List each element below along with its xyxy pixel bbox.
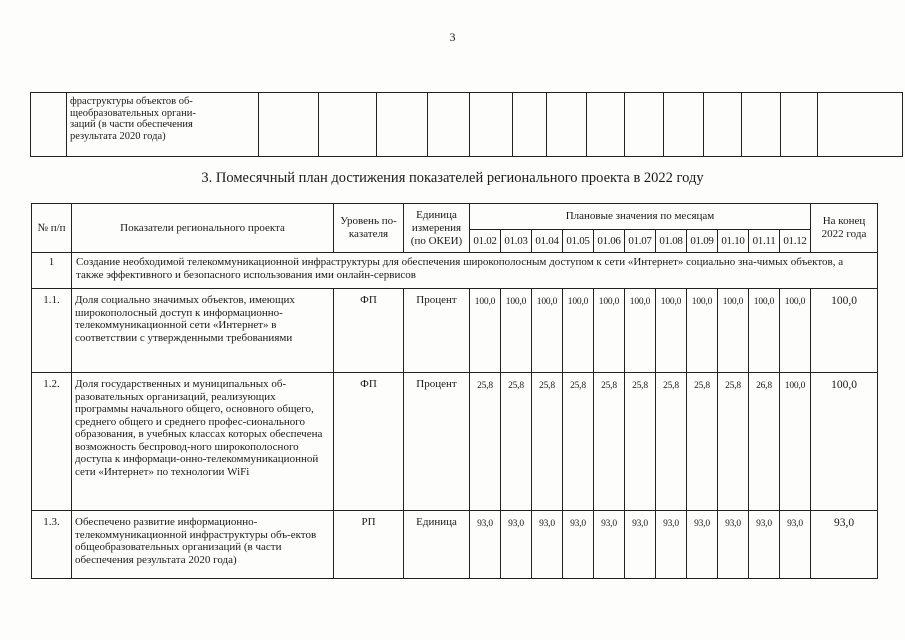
indicator-level: ФП <box>334 289 404 373</box>
row-num: 1.1. <box>32 289 72 373</box>
month-value: 100,0 <box>594 289 625 373</box>
indicator-unit: Процент <box>404 373 470 511</box>
row-num: 1.2. <box>32 373 72 511</box>
month-value: 93,0 <box>749 511 780 579</box>
header-indicator: Показатели регионального проекта <box>72 204 334 253</box>
page-number: 3 <box>449 30 456 44</box>
month-value: 25,8 <box>718 373 749 511</box>
month-value: 93,0 <box>656 511 687 579</box>
header-num: № п/п <box>32 204 72 253</box>
year-end-value: 100,0 <box>811 289 878 373</box>
month-value: 100,0 <box>687 289 718 373</box>
month-value: 100,0 <box>470 289 501 373</box>
table-row <box>32 373 878 511</box>
header-row <box>32 204 878 230</box>
header-level: Уровень по-казателя <box>334 204 404 253</box>
month-value: 93,0 <box>625 511 656 579</box>
previous-table-continuation <box>30 92 903 157</box>
month-value: 93,0 <box>532 511 563 579</box>
table-row <box>32 511 878 579</box>
month-value: 100,0 <box>625 289 656 373</box>
indicator-unit: Единица <box>404 511 470 579</box>
indicator-unit: Процент <box>404 289 470 373</box>
month-value: 100,0 <box>749 289 780 373</box>
month-header: 01.06 <box>594 230 625 253</box>
previous-table-row <box>31 93 903 157</box>
month-header: 01.07 <box>625 230 656 253</box>
month-value: 93,0 <box>780 511 811 579</box>
month-value: 93,0 <box>594 511 625 579</box>
month-value: 100,0 <box>563 289 594 373</box>
month-value: 100,0 <box>780 373 811 511</box>
month-value: 25,8 <box>563 373 594 511</box>
month-value: 25,8 <box>656 373 687 511</box>
month-header: 01.12 <box>780 230 811 253</box>
month-value: 25,8 <box>625 373 656 511</box>
month-value: 25,8 <box>470 373 501 511</box>
header-unit: Единица измерения (по ОКЕИ) <box>404 204 470 253</box>
indicator-name: Доля социально значимых объектов, имеющих широкополосный доступ к информационно-телекоммуникационной сети «Интернет» в соответствии с утвержденными требованиями <box>72 289 334 373</box>
month-value: 93,0 <box>687 511 718 579</box>
year-end-value: 100,0 <box>811 373 878 511</box>
month-value: 25,8 <box>594 373 625 511</box>
month-value: 100,0 <box>532 289 563 373</box>
month-value: 26,8 <box>749 373 780 511</box>
previous-row-text: фраструктуры объектов об- щеобразовательных органи- заций (в части обеспечения результата 2020 года) <box>67 93 259 157</box>
month-value: 93,0 <box>718 511 749 579</box>
section-title: 3. Помесячный план достижения показателей регионального проекта в 2022 году <box>201 170 704 186</box>
month-value: 100,0 <box>656 289 687 373</box>
month-value: 100,0 <box>780 289 811 373</box>
goal-num: 1 <box>32 253 72 289</box>
monthly-plan-table <box>31 203 878 579</box>
month-value: 93,0 <box>470 511 501 579</box>
month-value: 100,0 <box>501 289 532 373</box>
indicator-name: Обеспечено развитие информационно-телекоммуникационной инфраструктуры объ-ектов общеобразовательных организаций (в части обеспечения результата 2020 года) <box>72 511 334 579</box>
month-value: 25,8 <box>501 373 532 511</box>
header-year-end: На конец 2022 года <box>811 204 878 253</box>
month-value: 100,0 <box>718 289 749 373</box>
month-value: 93,0 <box>501 511 532 579</box>
indicator-level: ФП <box>334 373 404 511</box>
month-header: 01.10 <box>718 230 749 253</box>
month-header: 01.03 <box>501 230 532 253</box>
year-end-value: 93,0 <box>811 511 878 579</box>
indicator-level: РП <box>334 511 404 579</box>
month-value: 93,0 <box>563 511 594 579</box>
header-planned-values: Плановые значения по месяцам <box>470 204 811 230</box>
month-value: 25,8 <box>532 373 563 511</box>
month-header: 01.04 <box>532 230 563 253</box>
indicator-name: Доля государственных и муниципальных об-разовательных организаций, реализующих программы начального общего, основного общего, среднего общего и среднего профес-сионального образования, в учебных классах которых обеспечена возможность беспровод-ного широкополосного доступа к информаци-онно-телекоммуникационной сети «Интернет» по технологии WiFi <box>72 373 334 511</box>
goal-row <box>32 253 878 289</box>
row-num: 1.3. <box>32 511 72 579</box>
month-header: 01.05 <box>563 230 594 253</box>
month-header: 01.09 <box>687 230 718 253</box>
month-header: 01.02 <box>470 230 501 253</box>
month-value: 25,8 <box>687 373 718 511</box>
month-header: 01.11 <box>749 230 780 253</box>
goal-text: Создание необходимой телекоммуникационной инфраструктуры для обеспечения широкополосным доступом к сети «Интернет» социально зна-чимых объектов, а также эффективного и безопасного использования ими онлайн-сервисов <box>72 253 878 289</box>
month-header: 01.08 <box>656 230 687 253</box>
table-row <box>32 289 878 373</box>
